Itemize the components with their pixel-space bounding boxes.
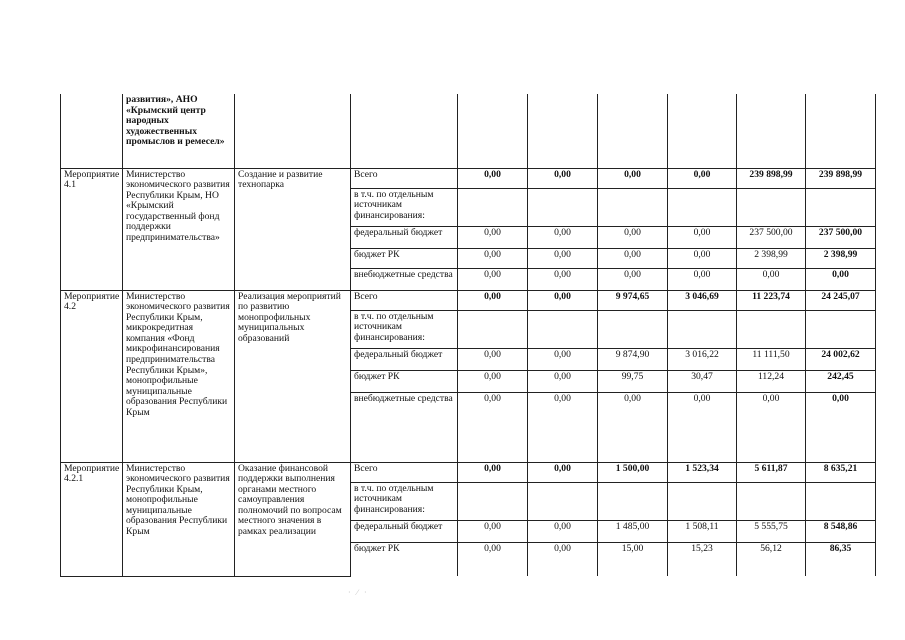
amount-cell xyxy=(668,310,737,348)
funding-source-label: в т.ч. по отдельным источникам финансирования: xyxy=(351,482,458,520)
event-name-cell xyxy=(235,94,351,168)
amount-cell: 0,00 xyxy=(458,168,528,188)
amount-cell xyxy=(668,482,737,520)
amount-cell: 0,00 xyxy=(737,268,806,290)
amount-cell: 3 016,22 xyxy=(668,348,737,370)
amount-cell: 0,00 xyxy=(528,520,598,542)
amount-cell: 56,12 xyxy=(737,542,806,576)
amount-cell: 1 485,00 xyxy=(598,520,668,542)
amount-cell: 1 523,34 xyxy=(668,462,737,482)
amount-cell: 8 548,86 xyxy=(806,520,876,542)
amount-cell: 15,00 xyxy=(598,542,668,576)
amount-cell: 0,00 xyxy=(458,542,528,576)
amount-cell xyxy=(598,188,668,226)
amount-cell xyxy=(806,188,876,226)
amount-cell: 0,00 xyxy=(528,542,598,576)
amount-cell: 30,47 xyxy=(668,370,737,392)
amount-cell: 0,00 xyxy=(598,392,668,462)
amount-cell xyxy=(668,188,737,226)
amount-cell xyxy=(528,188,598,226)
amount-cell: 5 555,75 xyxy=(737,520,806,542)
amount-cell: 0,00 xyxy=(806,268,876,290)
amount-cell: 0,00 xyxy=(528,226,598,248)
amount-cell: 0,00 xyxy=(528,268,598,290)
amount-cell: 0,00 xyxy=(528,168,598,188)
funding-source-label: внебюджетные средства xyxy=(351,268,458,290)
amount-cell: 15,23 xyxy=(668,542,737,576)
amount-cell: 0,00 xyxy=(528,248,598,268)
amount-cell: 0,00 xyxy=(668,168,737,188)
amount-cell: 9 874,90 xyxy=(598,348,668,370)
funding-source-label: в т.ч. по отдельным источникам финансирования: xyxy=(351,188,458,226)
amount-cell: 0,00 xyxy=(598,248,668,268)
table-row xyxy=(61,290,876,310)
amount-cell: 8 635,21 xyxy=(806,462,876,482)
funding-source-label: в т.ч. по отдельным источникам финансирования: xyxy=(351,310,458,348)
amount-cell: 9 974,65 xyxy=(598,290,668,310)
amount-cell: 0,00 xyxy=(458,268,528,290)
responsible-org-cell: Министерство экономического развития Республики Крым, монопрофильные муниципальные образования Республики Крым xyxy=(123,462,235,576)
responsible-org-cell: Министерство экономического развития Республики Крым, НО «Крымский государственный фонд поддержки предпринимательства» xyxy=(123,168,235,290)
amount-cell: 0,00 xyxy=(528,370,598,392)
funding-source-label: внебюджетные средства xyxy=(351,392,458,462)
funding-source-label: Всего xyxy=(351,168,458,188)
amount-cell: 24 002,62 xyxy=(806,348,876,370)
responsible-org-cell: Министерство экономического развития Республики Крым, микрокредитная компания «Фонд микрофинансирования предпринимательства Республики Крым», монопрофильные муниципальные образования Республики Крым xyxy=(123,290,235,462)
amount-cell xyxy=(458,310,528,348)
funding-source-label: Всего xyxy=(351,462,458,482)
amount-cell: 0,00 xyxy=(528,348,598,370)
amount-cell: 0,00 xyxy=(528,462,598,482)
amount-cell: 0,00 xyxy=(458,226,528,248)
amount-cell xyxy=(598,482,668,520)
amount-cell xyxy=(458,188,528,226)
amount-cell: 0,00 xyxy=(528,290,598,310)
amount-cell: 86,35 xyxy=(806,542,876,576)
continuation-row xyxy=(61,94,876,168)
amount-cell: 237 500,00 xyxy=(806,226,876,248)
amount-cell: 0,00 xyxy=(458,392,528,462)
amount-cell: 99,75 xyxy=(598,370,668,392)
funding-source-label: федеральный бюджет xyxy=(351,520,458,542)
funding-source-label: бюджет РК xyxy=(351,248,458,268)
amount-cell xyxy=(528,482,598,520)
amount-cell: 112,24 xyxy=(737,370,806,392)
amount-cell: 2 398,99 xyxy=(806,248,876,268)
responsible-org-cell: развития», АНО «Крымский центр народных художественных промыслов и ремесел» xyxy=(123,94,235,168)
amount-cell: 0,00 xyxy=(458,348,528,370)
amount-cell: 0,00 xyxy=(598,226,668,248)
amount-cell: 11 223,74 xyxy=(737,290,806,310)
amount-cell: 0,00 xyxy=(458,520,528,542)
funding-source-label: федеральный бюджет xyxy=(351,226,458,248)
event-name-cell: Реализация мероприятий по развитию монопрофильных муниципальных образований xyxy=(235,290,351,462)
event-name-cell: Оказание финансовой поддержки выполнения органами местного самоуправления полномочий по вопросам местного значения в рамках реализации xyxy=(235,462,351,576)
amount-cell: 2 398,99 xyxy=(737,248,806,268)
event-id-cell: Мероприятие 4.2 xyxy=(61,290,123,462)
amount-cell: 0,00 xyxy=(458,462,528,482)
table-row xyxy=(61,168,876,188)
amount-cell: 1 508,11 xyxy=(668,520,737,542)
amount-cell: 0,00 xyxy=(668,268,737,290)
amount-cell: 3 046,69 xyxy=(668,290,737,310)
amount-cell: 0,00 xyxy=(458,290,528,310)
amount-cell: 0,00 xyxy=(668,226,737,248)
event-id-cell: Мероприятие 4.2.1 xyxy=(61,462,123,576)
amount-cell: 0,00 xyxy=(598,268,668,290)
funding-source-label: бюджет РК xyxy=(351,542,458,576)
amount-cell: 0,00 xyxy=(737,392,806,462)
amount-cell xyxy=(737,310,806,348)
amount-cell: 242,45 xyxy=(806,370,876,392)
event-name-cell: Создание и развитие технопарка xyxy=(235,168,351,290)
funding-source-label: Всего xyxy=(351,290,458,310)
amount-cell xyxy=(806,482,876,520)
amount-cell: 0,00 xyxy=(528,392,598,462)
funding-source-label: бюджет РК xyxy=(351,370,458,392)
amount-cell xyxy=(528,310,598,348)
amount-cell: 24 245,07 xyxy=(806,290,876,310)
amount-cell: 0,00 xyxy=(458,248,528,268)
amount-cell: 239 898,99 xyxy=(806,168,876,188)
source-cell xyxy=(351,94,458,168)
amount-cell: 239 898,99 xyxy=(737,168,806,188)
amount-cell xyxy=(737,188,806,226)
amount-cell: 1 500,00 xyxy=(598,462,668,482)
financing-table xyxy=(60,94,876,577)
amount-cell xyxy=(737,482,806,520)
funding-source-label: федеральный бюджет xyxy=(351,348,458,370)
amount-cell: 0,00 xyxy=(598,168,668,188)
table-row xyxy=(61,462,876,482)
amount-cell: 237 500,00 xyxy=(737,226,806,248)
scan-artifact: · ⁄ · xyxy=(348,588,369,597)
event-id-cell xyxy=(61,94,123,168)
event-id-cell: Мероприятие 4.1 xyxy=(61,168,123,290)
amount-cell: 0,00 xyxy=(668,392,737,462)
amount-cell: 11 111,50 xyxy=(737,348,806,370)
amount-cell xyxy=(806,310,876,348)
amount-cell: 0,00 xyxy=(806,392,876,462)
amount-cell xyxy=(598,310,668,348)
amount-cell: 0,00 xyxy=(458,370,528,392)
amount-cell: 0,00 xyxy=(668,248,737,268)
amount-cell: 5 611,87 xyxy=(737,462,806,482)
amount-cell xyxy=(458,482,528,520)
